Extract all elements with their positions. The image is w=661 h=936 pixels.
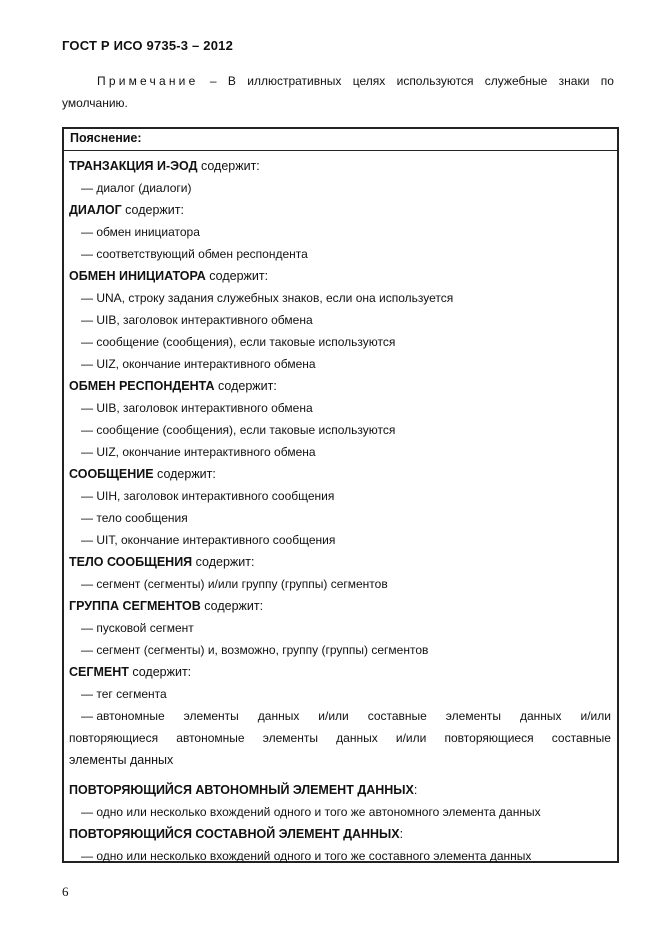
list-item: — тег сегмента bbox=[81, 687, 167, 701]
paragraph-line-2 bbox=[64, 727, 617, 749]
section-heading bbox=[64, 779, 617, 801]
section-heading bbox=[64, 661, 617, 683]
explanation-title: Пояснение: bbox=[70, 131, 142, 145]
para-word: элементы bbox=[183, 709, 239, 723]
heading-suffix: содержит: bbox=[205, 269, 269, 283]
section-heading bbox=[64, 463, 617, 485]
section-heading bbox=[64, 199, 617, 221]
para-word: и/или bbox=[318, 709, 349, 723]
para-word: повторяющиеся bbox=[69, 731, 159, 745]
heading-term: ДИАЛОГ bbox=[69, 203, 122, 217]
para-word: данных bbox=[336, 731, 378, 745]
list-item: — UIZ, окончание интерактивного обмена bbox=[81, 445, 316, 459]
heading-suffix: : bbox=[413, 783, 418, 797]
heading-suffix: содержит: bbox=[192, 555, 255, 569]
heading-suffix: содержит: bbox=[214, 379, 277, 393]
note-label: Примечание bbox=[97, 74, 199, 88]
list-item: — сообщение (сообщения), если таковые используются bbox=[81, 335, 396, 349]
list-item: — обмен инициатора bbox=[81, 225, 200, 239]
para-word: составные bbox=[551, 731, 611, 745]
heading-term: ОБМЕН РЕСПОНДЕНТА bbox=[69, 379, 215, 393]
heading-term: СЕГМЕНТ bbox=[69, 665, 129, 679]
section-heading bbox=[64, 595, 617, 617]
list-item: — UIB, заголовок интерактивного обмена bbox=[81, 313, 313, 327]
page-number: 6 bbox=[62, 884, 69, 899]
para-word: составные bbox=[367, 709, 427, 723]
note-line-2: умолчанию. bbox=[62, 96, 128, 110]
para-word: элементы bbox=[445, 709, 502, 723]
note-line-1 bbox=[62, 70, 614, 92]
heading-term: ТЕЛО СООБЩЕНИЯ bbox=[69, 555, 193, 569]
section-heading bbox=[64, 375, 617, 397]
para-word: автономные bbox=[176, 731, 245, 745]
list-item: — одно или несколько вхождений одного и того же составного элемента данных bbox=[81, 849, 532, 863]
structure-list bbox=[64, 155, 617, 705]
note-word: – bbox=[209, 74, 217, 88]
heading-suffix: содержит: bbox=[128, 665, 192, 679]
explanation-box bbox=[62, 127, 619, 863]
list-item: — одно или несколько вхождений одного и того же автономного элемента данных bbox=[81, 805, 541, 819]
paragraph-line-3: элементы данных bbox=[69, 753, 174, 767]
heading-term: СООБЩЕНИЕ bbox=[69, 467, 154, 481]
para-word: элементы bbox=[262, 731, 318, 745]
note-word: знаки bbox=[558, 74, 590, 88]
list-item: — сообщение (сообщения), если таковые используются bbox=[81, 423, 396, 437]
heading-suffix: содержит: bbox=[153, 467, 216, 481]
heading-suffix: содержит: bbox=[200, 599, 264, 613]
heading-term: ОБМЕН ИНИЦИАТОРА bbox=[69, 269, 206, 283]
heading-term: ПОВТОРЯЮЩИЙСЯ СОСТАВНОЙ ЭЛЕМЕНТ ДАННЫХ bbox=[69, 827, 400, 841]
note-word: В bbox=[227, 74, 236, 88]
list-item: — UIZ, окончание интерактивного обмена bbox=[81, 357, 316, 371]
note-word: по bbox=[600, 74, 614, 88]
list-item: — соответствующий обмен респондента bbox=[81, 247, 308, 261]
title-divider bbox=[64, 150, 617, 151]
para-word: данных bbox=[257, 709, 300, 723]
para-word: данных bbox=[519, 709, 562, 723]
paragraph-line-1 bbox=[64, 705, 617, 727]
list-item: — сегмент (сегменты) и/или группу (группы) сегментов bbox=[81, 577, 388, 591]
note-word: служебные bbox=[484, 74, 548, 88]
list-item: — UIT, окончание интерактивного сообщения bbox=[81, 533, 336, 547]
repeating-elements-list bbox=[64, 779, 617, 867]
list-item: — пусковой сегмент bbox=[81, 621, 194, 635]
para-word: и/или bbox=[580, 709, 611, 723]
list-item: — диалог (диалоги) bbox=[81, 181, 192, 195]
list-item: — тело сообщения bbox=[81, 511, 188, 525]
list-item: — UNA, строку задания служебных знаков, если она используется bbox=[81, 291, 454, 305]
list-item: — сегмент (сегменты) и, возможно, группу (группы) сегментов bbox=[81, 643, 429, 657]
para-word: и/или bbox=[395, 731, 427, 745]
heading-term: ПОВТОРЯЮЩИЙСЯ АВТОНОМНЫЙ ЭЛЕМЕНТ ДАННЫХ bbox=[69, 783, 414, 797]
section-heading bbox=[64, 551, 617, 573]
explanation-lines bbox=[64, 155, 617, 867]
section-heading bbox=[64, 823, 617, 845]
note-word: целях bbox=[352, 74, 386, 88]
heading-term: ТРАНЗАКЦИЯ И-ЭОД bbox=[69, 159, 198, 173]
note-word: иллюстративных bbox=[247, 74, 342, 88]
document-header: ГОСТ Р ИСО 9735-3 – 2012 bbox=[62, 38, 233, 53]
note-word: используются bbox=[396, 74, 474, 88]
section-heading bbox=[64, 155, 617, 177]
section-heading bbox=[64, 265, 617, 287]
para-word: повторяющиеся bbox=[444, 731, 534, 745]
heading-suffix: содержит: bbox=[197, 159, 260, 173]
para-word: — автономные bbox=[81, 709, 165, 723]
list-item: — UIB, заголовок интерактивного обмена bbox=[81, 401, 313, 415]
list-item: — UIH, заголовок интерактивного сообщения bbox=[81, 489, 335, 503]
note-paragraph bbox=[62, 70, 614, 114]
heading-term: ГРУППА СЕГМЕНТОВ bbox=[69, 599, 201, 613]
heading-suffix: содержит: bbox=[121, 203, 184, 217]
heading-suffix: : bbox=[399, 827, 404, 841]
